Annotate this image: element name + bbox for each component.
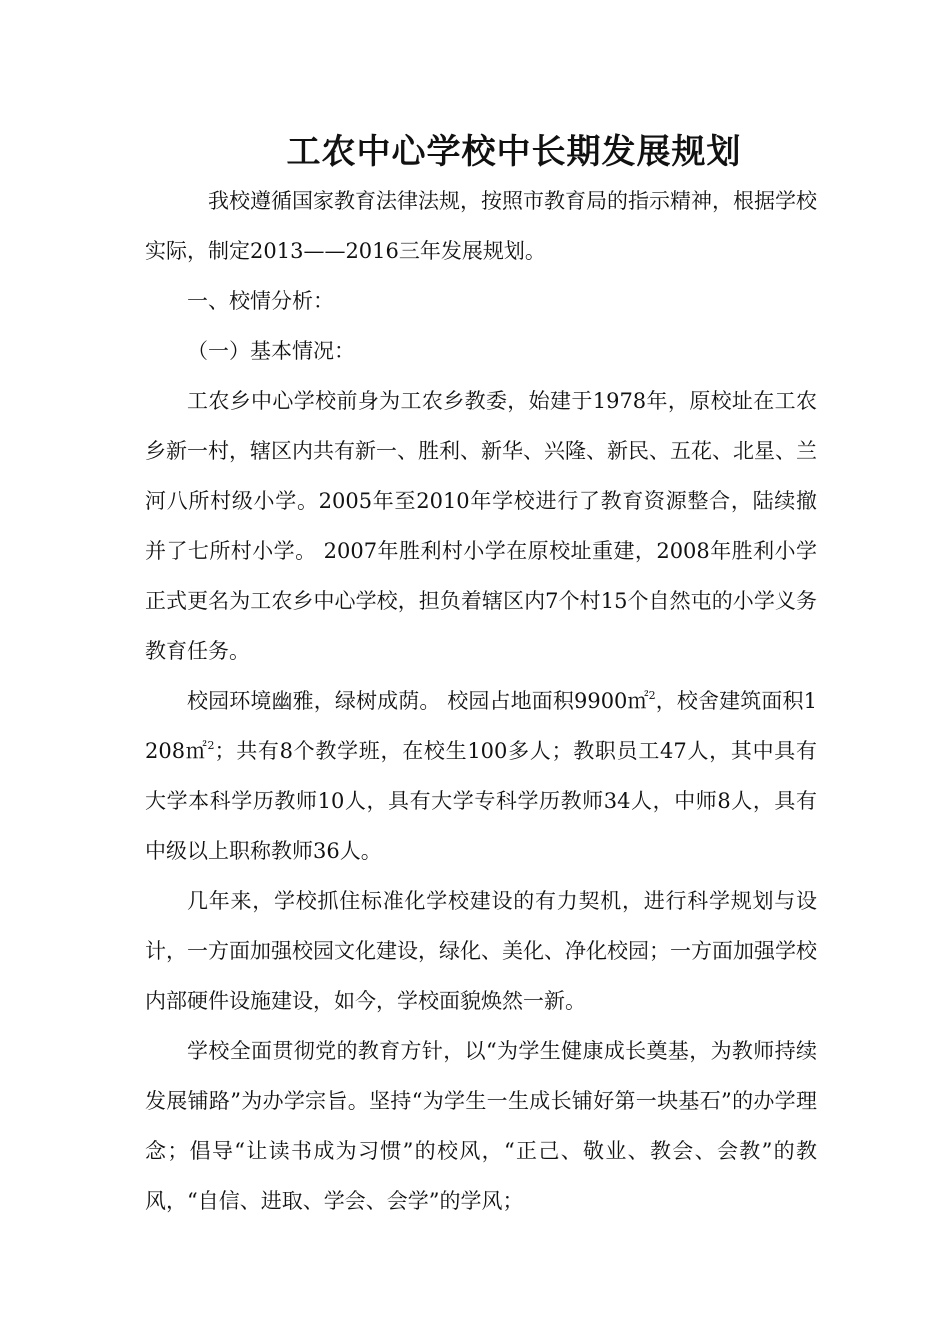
campus-text-b: ，校舍建筑面积1208㎡ — [145, 689, 817, 763]
superscript-1: 2 — [648, 689, 656, 702]
document-body — [145, 176, 817, 1226]
section-heading-1: 一、校情分析： — [187, 289, 334, 313]
intro-paragraph: 我校遵循国家教育法律法规，按照市教育局的指示精神，根据学校实际，制定2013——2016三年发展规划。 — [145, 189, 817, 263]
document-title: 工农中心学校中长期发展规划 — [286, 132, 742, 172]
campus-text-a: 校园环境幽雅，绿树成荫。 校园占地面积9900㎡ — [187, 689, 649, 713]
paragraph-history: 工农乡中心学校前身为工农乡教委，始建于1978年，原校址在工农乡新一村，辖区内共有新一、胜利、新华、兴隆、新民、五花、北星、兰河八所村级小学。2005年至2010年学校进行了教育资源整合，陆续撤并了七所村小学。 2007年胜利村小学在原校址重建，2008年胜利小学正式更名为工农乡中心学校，担负着辖区内7个村15个自然屯的小学义务教育任务。 — [145, 389, 817, 663]
section-heading-2: （一）基本情况： — [187, 339, 355, 363]
campus-text-c: ；共有8个教学班，在校生100多人；教职员工47人，其中具有大学本科学历教师10人，具有大学专科学历教师34人，中师8人，具有中级以上职称教师36人。 — [145, 739, 817, 863]
superscript-2: 2 — [207, 739, 215, 752]
paragraph-construction: 几年来，学校抓住标准化学校建设的有力契机，进行科学规划与设计，一方面加强校园文化建设，绿化、美化、净化校园；一方面加强学校内部硬件设施建设，如今，学校面貌焕然一新。 — [145, 889, 817, 1013]
paragraph-campus — [145, 676, 817, 876]
paragraph-philosophy: 学校全面贯彻党的教育方针，以“为学生健康成长奠基，为教师持续发展铺路”为办学宗旨。坚持“为学生一生成长铺好第一块基石”的办学理念；倡导“让读书成为习惯”的校风，“正己、敬业、教会、会教”的教风，“自信、进取、学会、会学”的学风； — [145, 1039, 817, 1213]
